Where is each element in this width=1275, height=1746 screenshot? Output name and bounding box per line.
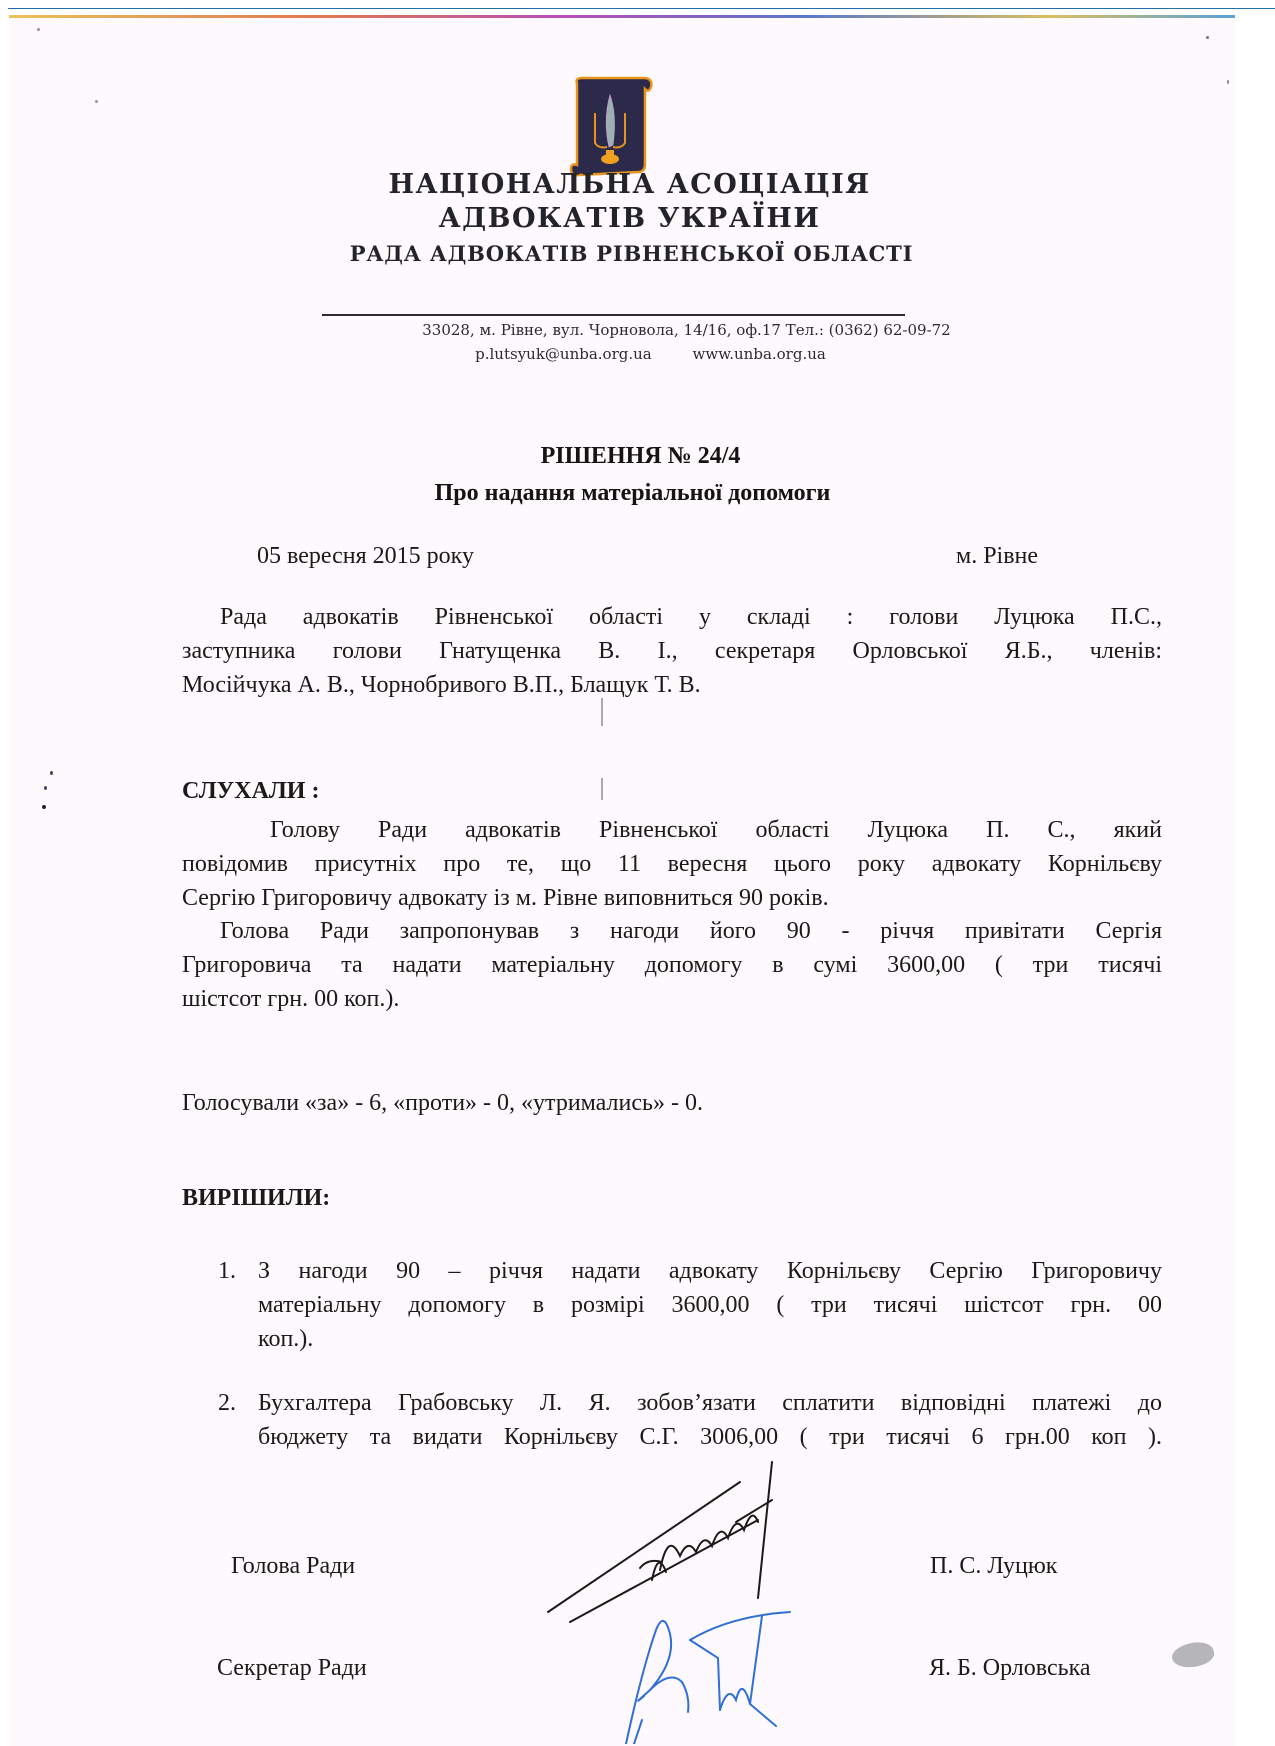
scan-speck xyxy=(1227,80,1229,84)
heard-paragraph xyxy=(182,813,1162,915)
heard-line: Голову Ради адвокатів Рівненської області Луцюка П. С., який xyxy=(270,817,1162,843)
head-role: Голова Ради xyxy=(231,1553,356,1579)
decision-item-line: бюджету та видати Корнільєву С.Г. 3006,00 ( три тисячі 6 грн.00 коп ). xyxy=(258,1424,1162,1450)
secretary-name: Я. Б. Орловська xyxy=(929,1655,1091,1681)
council-composition xyxy=(182,600,1162,702)
decision-city: м. Рівне xyxy=(956,543,1039,569)
scan-speck xyxy=(44,786,47,790)
scan-speck xyxy=(37,28,40,31)
scan-edge-line xyxy=(8,8,1275,9)
organization-logo-icon xyxy=(565,75,655,180)
proposal-line: Голова Ради запропонував з нагоди його 90 - річчя привітати Сергія xyxy=(220,918,1162,944)
composition-line: заступника голови Гнатущенка В. І., секретаря Орловської Я.Б., членів: xyxy=(182,638,1162,664)
proposal-paragraph xyxy=(182,914,1162,1016)
decision-item-line: З нагоди 90 – річчя надати адвокату Корнільєву Сергію Григоровичу xyxy=(258,1258,1162,1284)
secretary-role: Секретар Ради xyxy=(217,1655,367,1681)
composition-line: Мосійчука А. В., Чорнобривого В.П., Блащук Т. В. xyxy=(182,672,701,698)
decision-item-line: матеріальну допомогу в розмірі 3600,00 ( три тисячі шістсот грн. 00 xyxy=(258,1292,1162,1318)
proposal-line: Григоровича та надати матеріальну допомогу в сумі 3600,00 ( три тисячі xyxy=(182,952,1162,978)
scan-speck xyxy=(95,100,98,103)
decided-heading: ВИРІШИЛИ: xyxy=(182,1185,331,1211)
contact-email: p.lutsyuk@unba.org.ua xyxy=(475,345,652,363)
scan-mark xyxy=(601,698,603,726)
heard-line: повідомив присутніх про те, що 11 вересня цього року адвокату Корнільєву xyxy=(182,851,1162,877)
decision-title: РІШЕННЯ № 24/4 xyxy=(540,443,741,469)
letterhead-divider xyxy=(322,314,905,316)
head-name: П. С. Луцюк xyxy=(930,1553,1058,1579)
scan-speck xyxy=(42,805,46,809)
scan-speck xyxy=(50,771,53,775)
decision-item-line: Бухгалтера Грабовську Л. Я. зобов’язати сплатити відповідні платежі до xyxy=(258,1390,1162,1416)
scan-speck xyxy=(1206,36,1209,39)
decision-item-line: коп.). xyxy=(258,1326,314,1352)
heard-heading: СЛУХАЛИ : xyxy=(182,778,320,804)
contact-web xyxy=(13,345,1275,363)
composition-line: Рада адвокатів Рівненської області у складі : голови Луцюка П.С., xyxy=(220,604,1162,630)
scan-color-stripe xyxy=(9,15,1235,18)
heard-line: Сергію Григоровичу адвокату із м. Рівне виповниться 90 років. xyxy=(182,885,829,911)
decision-date: 05 вересня 2015 року xyxy=(257,543,474,569)
organization-name-line2: АДВОКАТІВ УКРАЇНИ xyxy=(438,203,821,234)
vote-result: Голосували «за» - 6, «проти» - 0, «утримались» - 0. xyxy=(182,1090,703,1116)
decision-item-number: 1. xyxy=(218,1258,236,1284)
decision-subtitle: Про надання матеріальної допомоги xyxy=(434,480,831,506)
organization-name-line1: НАЦІОНАЛЬНА АСОЦІАЦІЯ xyxy=(388,169,871,200)
decision-item-number: 2. xyxy=(218,1390,236,1416)
scan-mark xyxy=(601,778,603,800)
contact-address: 33028, м. Рівне, вул. Чорновола, 14/16, оф.17 Тел.: (0362) 62-09-72 xyxy=(422,321,951,339)
council-name: РАДА АДВОКАТІВ РІВНЕНСЬКОЇ ОБЛАСТІ xyxy=(349,241,914,266)
contact-website: www.unba.org.ua xyxy=(692,345,826,363)
proposal-line: шістсот грн. 00 коп.). xyxy=(182,986,400,1012)
